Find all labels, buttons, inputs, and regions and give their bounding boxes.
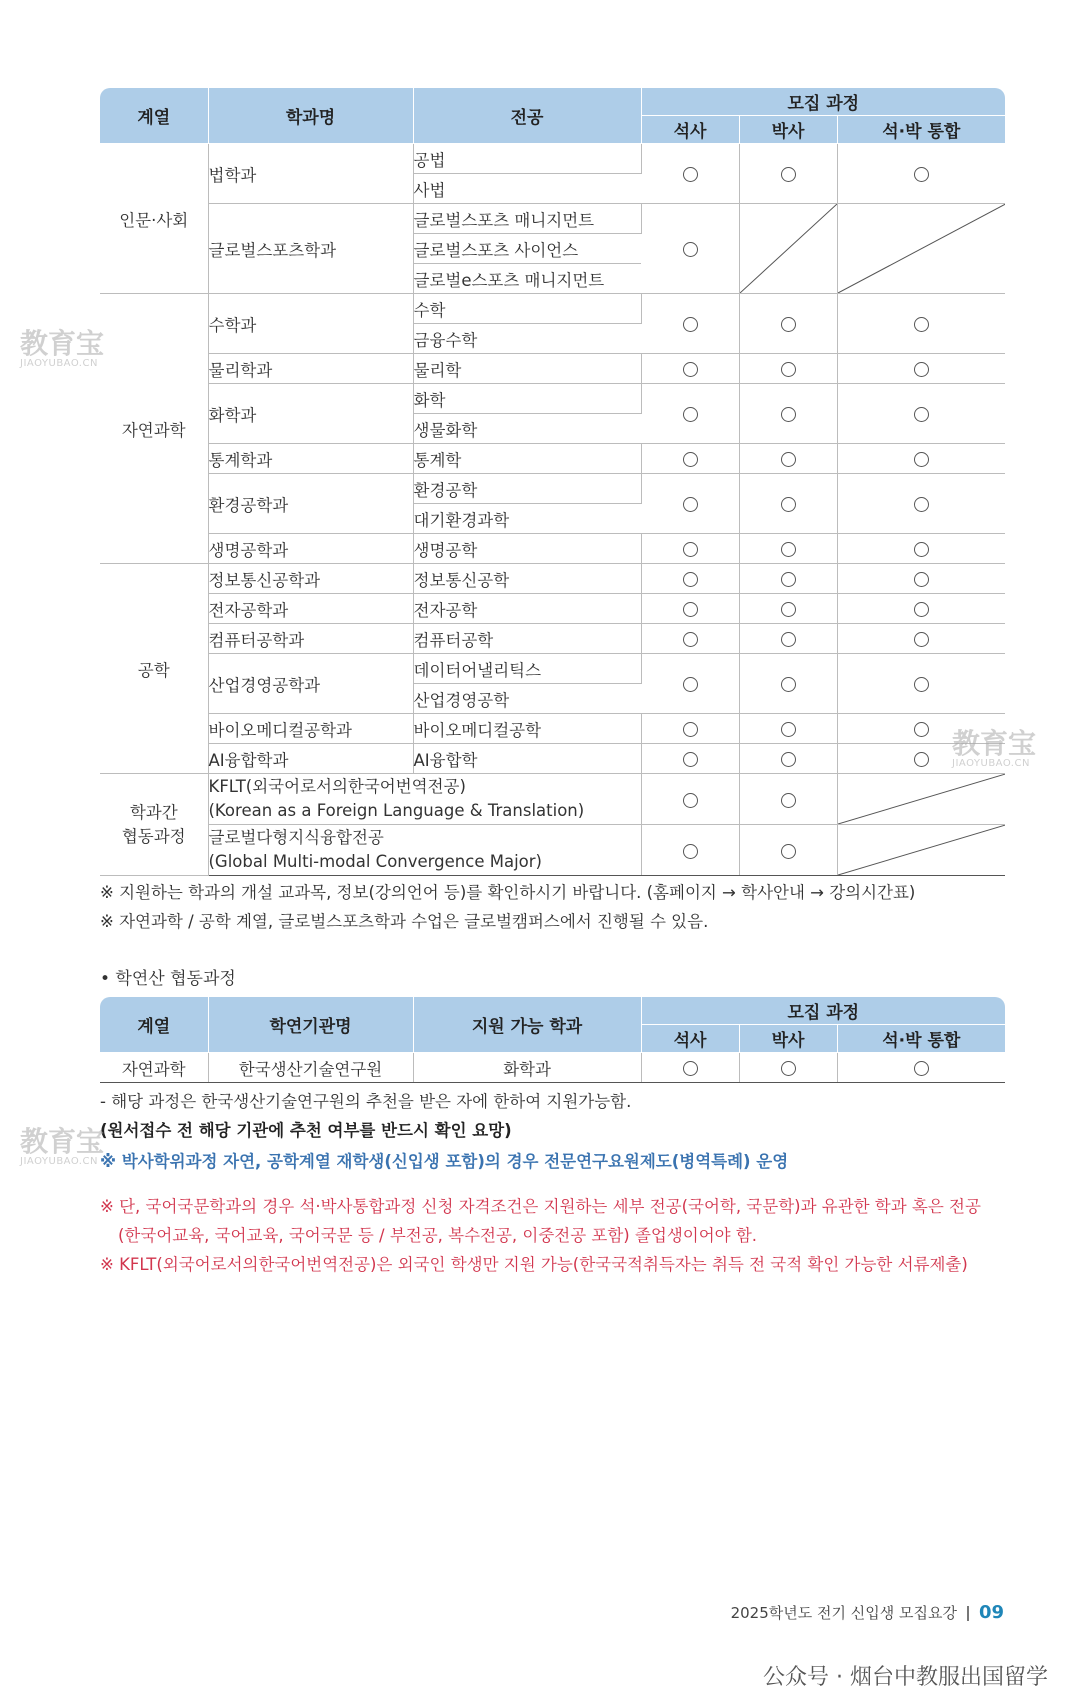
note-campus: ※ 자연과학 / 공학 계열, 글로벌스포츠학과 수업은 글로벌캠퍼스에서 진행될 수 있음. (100, 912, 709, 931)
dept-physics: 물리학과 (208, 354, 413, 384)
circle-mark (781, 167, 796, 182)
dept-statistics: 통계학과 (208, 444, 413, 474)
mark-doctor (739, 744, 837, 774)
category-joint (100, 774, 208, 876)
header-integrated: 석·박 통합 (837, 116, 1005, 144)
circle-mark (914, 167, 929, 182)
joint-label-line1: 학과간 (129, 802, 178, 822)
circle-mark (914, 632, 929, 647)
dept-environment: 환경공학과 (208, 474, 413, 534)
circle-mark (914, 572, 929, 587)
major-cell: AI융합학 (413, 744, 641, 774)
major-cell: 통계학 (413, 444, 641, 474)
dept-bioengineering: 생명공학과 (208, 534, 413, 564)
joint-label-line2: 협동과정 (121, 826, 186, 846)
circle-mark (914, 317, 929, 332)
mark-master (641, 714, 739, 744)
kflt-name-en: (Korean as a Foreign Language & Translation) (208, 801, 585, 820)
table-row (100, 354, 1005, 384)
circle-mark (914, 452, 929, 467)
header-doctor: 박사 (739, 1025, 837, 1053)
circle-mark (781, 542, 796, 557)
header-doctor: 박사 (739, 116, 837, 144)
header-master: 석사 (641, 1025, 739, 1053)
mark-master (641, 444, 739, 474)
mark-master (641, 744, 739, 774)
wechat-caption: 公众号 · 烟台中教服出国留学 (763, 1665, 1048, 1690)
mark-master (641, 474, 739, 534)
circle-mark (914, 602, 929, 617)
major-cell: 글로벌스포츠 매니지먼트 (413, 204, 641, 234)
table-row (100, 444, 1005, 474)
circle-mark (914, 497, 929, 512)
mark-integrated (837, 594, 1005, 624)
circle-mark (914, 407, 929, 422)
dept-biomedical: 바이오메디컬공학과 (208, 714, 413, 744)
mark-master (641, 144, 739, 204)
circle-mark (683, 407, 698, 422)
major-cell: 수학 (413, 294, 641, 324)
mark-doctor (739, 474, 837, 534)
watermark-name: 教育宝 (20, 1125, 105, 1158)
page-content (100, 88, 1005, 1279)
circle-mark (781, 752, 796, 767)
circle-mark (781, 632, 796, 647)
circle-mark (683, 677, 698, 692)
institute-cell: 한국생산기술연구원 (208, 1053, 413, 1083)
watermark-name: 教育宝 (20, 327, 105, 360)
header-master: 석사 (641, 116, 739, 144)
watermark-logo (952, 727, 1037, 770)
major-cell: 산업경영공학 (413, 684, 641, 714)
mark-doctor (739, 654, 837, 714)
mark-master (641, 384, 739, 444)
mark-master (641, 354, 739, 384)
major-cell: 공법 (413, 144, 641, 174)
header-recruit: 모집 과정 (641, 997, 1005, 1025)
circle-mark (781, 793, 796, 808)
table-row (100, 624, 1005, 654)
not-available-cell (739, 204, 837, 294)
mark-master (641, 774, 739, 825)
major-cell: 물리학 (413, 354, 641, 384)
note-recommend: - 해당 과정은 한국생산기술연구원의 추천을 받은 자에 한하여 지원가능함. (100, 1092, 632, 1111)
watermark-url: JIAOYUBAO.CN (952, 758, 1030, 769)
circle-mark (914, 542, 929, 557)
mark-master (641, 294, 739, 354)
major-cell: 글로벌e스포츠 매니지먼트 (413, 264, 641, 294)
dept-ai: AI융합학과 (208, 744, 413, 774)
dept-math: 수학과 (208, 294, 413, 354)
circle-mark (781, 677, 796, 692)
major-cell: 화학 (413, 384, 641, 414)
major-cell: 바이오메디컬공학 (413, 714, 641, 744)
note-korean-lit-cont: (한국어교육, 국어교육, 국어국문 등 / 부전공, 복수전공, 이중전공 포함) 졸업생이어야 함. (118, 1226, 758, 1245)
mark-integrated (837, 474, 1005, 534)
table-row (100, 384, 1005, 414)
table-row (100, 654, 1005, 684)
mark-doctor (739, 354, 837, 384)
mark-integrated (837, 294, 1005, 354)
circle-mark (781, 722, 796, 737)
mark-integrated (837, 654, 1005, 714)
not-available-cell (837, 825, 1005, 876)
mark-master (641, 594, 739, 624)
table-row (100, 474, 1005, 504)
kflt-name: KFLT(외국어로서의한국어번역전공) (208, 777, 466, 796)
major-cell: 글로벌스포츠 사이언스 (413, 234, 641, 264)
header-available-dept: 지원 가능 학과 (413, 997, 641, 1053)
section-title-industry: • 학연산 협동과정 (100, 969, 236, 989)
header-department: 학과명 (208, 88, 413, 144)
major-cell: 금융수학 (413, 324, 641, 354)
dept-electronics: 전자공학과 (208, 594, 413, 624)
circle-mark (914, 752, 929, 767)
major-cell: 정보통신공학 (413, 564, 641, 594)
circle-mark (914, 677, 929, 692)
header-category: 계열 (100, 997, 208, 1053)
mark-doctor (739, 714, 837, 744)
mark-doctor (739, 384, 837, 444)
table-row (100, 774, 1005, 825)
mark-integrated (837, 1053, 1005, 1083)
dept-sports: 글로벌스포츠학과 (208, 204, 413, 294)
watermark-url: JIAOYUBAO.CN (20, 1156, 98, 1167)
admission-table (100, 88, 1005, 876)
category-science: 자연과학 (100, 294, 208, 564)
circle-mark (683, 167, 698, 182)
circle-mark (683, 602, 698, 617)
watermark-url: JIAOYUBAO.CN (20, 358, 98, 369)
dept-cell: 화학과 (413, 1053, 641, 1083)
dept-gmm (208, 825, 641, 876)
table-row (100, 825, 1005, 876)
circle-mark (683, 752, 698, 767)
mark-doctor (739, 564, 837, 594)
circle-mark (914, 722, 929, 737)
mark-master (641, 624, 739, 654)
note-kflt: ※ KFLT(외국어로서의한국어번역전공)은 외국인 학생만 지원 가능(한국국적취득자는 취득 전 국적 확인 가능한 서류제출) (100, 1255, 968, 1274)
table-row (100, 714, 1005, 744)
circle-mark (781, 572, 796, 587)
header-institute: 학연기관명 (208, 997, 413, 1053)
circle-mark (683, 793, 698, 808)
circle-mark (914, 1061, 929, 1076)
circle-mark (781, 452, 796, 467)
header-major: 전공 (413, 88, 641, 144)
mark-doctor (739, 534, 837, 564)
mark-doctor (739, 825, 837, 876)
mark-integrated (837, 144, 1005, 204)
major-cell: 전자공학 (413, 594, 641, 624)
mark-doctor (739, 774, 837, 825)
header-category: 계열 (100, 88, 208, 144)
table-row (100, 564, 1005, 594)
major-cell: 데이터어낼리틱스 (413, 654, 641, 684)
mark-doctor (739, 1053, 837, 1083)
watermark-logo (20, 327, 105, 370)
circle-mark (781, 407, 796, 422)
circle-mark (914, 362, 929, 377)
gmm-name: 글로벌다형지식융합전공 (208, 828, 384, 847)
dept-law: 법학과 (208, 144, 413, 204)
table-row (100, 144, 1005, 174)
note-korean-lit: ※ 단, 국어국문학과의 경우 석·박사통합과정 신청 자격조건은 지원하는 세부 전공(국어학, 국문학)과 유관한 학과 혹은 전공 (100, 1197, 981, 1216)
circle-mark (781, 362, 796, 377)
major-cell: 생물화학 (413, 414, 641, 444)
note-military: ※ 박사학위과정 자연, 공학계열 재학생(신입생 포함)의 경우 전문연구요원제도(병역특례) 운영 (100, 1152, 789, 1171)
dept-computer: 컴퓨터공학과 (208, 624, 413, 654)
footer-divider (967, 1606, 969, 1621)
major-cell: 대기환경과학 (413, 504, 641, 534)
mark-integrated (837, 534, 1005, 564)
header-integrated: 석·박 통합 (837, 1025, 1005, 1053)
footer-text: 2025학년도 전기 신입생 모집요강 (730, 1604, 957, 1622)
circle-mark (683, 317, 698, 332)
table-row (100, 294, 1005, 324)
circle-mark (781, 497, 796, 512)
note-recommend-confirm: (원서접수 전 해당 기관에 추천 여부를 반드시 확인 요망) (100, 1121, 512, 1140)
circle-mark (683, 242, 698, 257)
page-number: 09 (978, 1602, 1004, 1623)
header-recruit: 모집 과정 (641, 88, 1005, 116)
industry-table (100, 997, 1005, 1083)
table-row (100, 744, 1005, 774)
note-curriculum: ※ 지원하는 학과의 개설 교과목, 정보(강의언어 등)를 확인하시기 바랍니다. (홈페이지 → 학사안내 → 강의시간표) (100, 883, 916, 902)
mark-integrated (837, 354, 1005, 384)
dept-industrial: 산업경영공학과 (208, 654, 413, 714)
mark-integrated (837, 444, 1005, 474)
page-footer (731, 1602, 1004, 1623)
mark-doctor (739, 624, 837, 654)
major-cell: 컴퓨터공학 (413, 624, 641, 654)
mark-master (641, 654, 739, 714)
mark-master (641, 204, 739, 294)
mark-master (641, 1053, 739, 1083)
circle-mark (683, 632, 698, 647)
mark-integrated (837, 624, 1005, 654)
mark-doctor (739, 594, 837, 624)
category-cell: 자연과학 (100, 1053, 208, 1083)
category-humanities: 인문·사회 (100, 144, 208, 294)
circle-mark (781, 1061, 796, 1076)
major-cell: 사법 (413, 174, 641, 204)
gmm-name-en: (Global Multi-modal Convergence Major) (208, 852, 542, 871)
watermark-logo (20, 1125, 105, 1168)
table-row (100, 1053, 1005, 1083)
watermark-name: 教育宝 (952, 727, 1037, 760)
mark-doctor (739, 294, 837, 354)
circle-mark (683, 1061, 698, 1076)
mark-integrated (837, 384, 1005, 444)
dept-ict: 정보통신공학과 (208, 564, 413, 594)
major-cell: 생명공학 (413, 534, 641, 564)
circle-mark (683, 572, 698, 587)
circle-mark (683, 722, 698, 737)
circle-mark (683, 452, 698, 467)
circle-mark (683, 542, 698, 557)
category-engineering: 공학 (100, 564, 208, 774)
dept-chemistry: 화학과 (208, 384, 413, 444)
circle-mark (683, 497, 698, 512)
mark-master (641, 825, 739, 876)
table-row (100, 204, 1005, 234)
mark-master (641, 564, 739, 594)
circle-mark (781, 317, 796, 332)
not-available-cell (837, 774, 1005, 825)
circle-mark (683, 362, 698, 377)
mark-doctor (739, 144, 837, 204)
circle-mark (781, 844, 796, 859)
mark-integrated (837, 564, 1005, 594)
circle-mark (781, 602, 796, 617)
mark-master (641, 534, 739, 564)
table-row (100, 534, 1005, 564)
not-available-cell (837, 204, 1005, 294)
major-cell: 환경공학 (413, 474, 641, 504)
table-row (100, 594, 1005, 624)
circle-mark (683, 844, 698, 859)
mark-doctor (739, 444, 837, 474)
dept-kflt (208, 774, 641, 825)
